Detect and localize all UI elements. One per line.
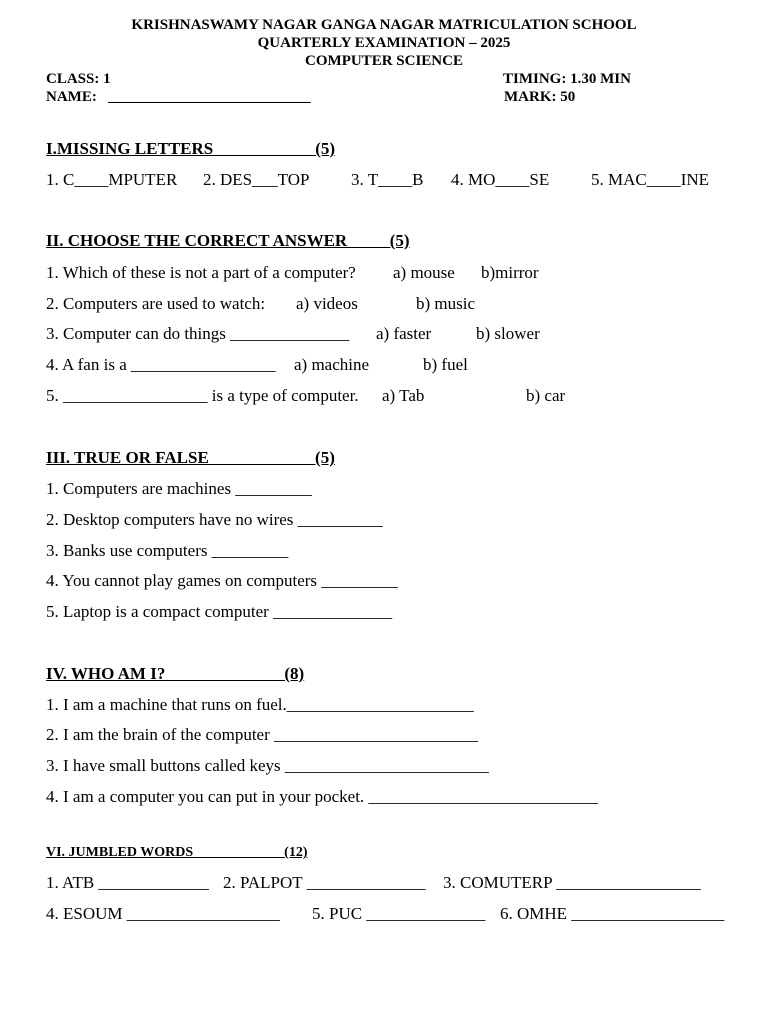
jumbled-word-item: 2. PALPOT ______________	[223, 873, 426, 892]
subject-title: COMPUTER SCIENCE	[305, 53, 463, 69]
section-true-false-title: III. TRUE OR FALSE (5)	[46, 448, 335, 467]
mcq-question: 5. _________________ is a type of computer.	[46, 386, 359, 405]
mcq-question: 4. A fan is a _________________	[46, 355, 276, 374]
mcq-option-b: b) slower	[476, 324, 540, 343]
mcq-option-a: a) mouse	[393, 263, 455, 282]
timing-label: TIMING: 1.30 MIN	[503, 71, 631, 87]
class-label: CLASS: 1	[46, 71, 111, 87]
who-am-i-item: 2. I am the brain of the computer ________________________	[46, 725, 479, 744]
section-jumbled-words-title: VI. JUMBLED WORDS (12)	[46, 845, 308, 860]
true-false-item: 3. Banks use computers _________	[46, 541, 289, 560]
missing-letter-item: 1. C____MPUTER	[46, 170, 178, 189]
mcq-option-b: b) fuel	[423, 355, 468, 374]
mcq-option-a: a) machine	[294, 355, 370, 374]
jumbled-word-item: 4. ESOUM __________________	[46, 904, 280, 923]
missing-letter-item: 5. MAC____INE	[591, 170, 710, 189]
jumbled-word-item: 1. ATB _____________	[46, 873, 209, 892]
missing-letter-item: 3. T____B	[351, 170, 424, 189]
section-choose-answer-title: II. CHOOSE THE CORRECT ANSWER (5)	[46, 231, 410, 250]
name-label: NAME: ___________________________	[46, 89, 311, 105]
missing-letter-item: 2. DES___TOP	[203, 170, 310, 189]
true-false-item: 1. Computers are machines _________	[46, 479, 312, 498]
who-am-i-item: 4. I am a computer you can put in your pocket. ___________________________	[46, 787, 598, 806]
exam-title: QUARTERLY EXAMINATION – 2025	[257, 35, 511, 51]
who-am-i-item: 3. I have small buttons called keys ________________________	[46, 756, 489, 775]
true-false-item: 4. You cannot play games on computers _________	[46, 571, 398, 590]
missing-letter-item: 4. MO____SE	[451, 170, 550, 189]
section-who-am-i-title: IV. WHO AM I? (8)	[46, 664, 305, 683]
mcq-option-b: b) car	[526, 386, 566, 405]
mcq-option-b: b)mirror	[481, 263, 539, 282]
jumbled-word-item: 3. COMUTERP _________________	[443, 873, 701, 892]
jumbled-word-item: 6. OMHE __________________	[500, 904, 725, 923]
mcq-question: 1. Which of these is not a part of a computer?	[46, 263, 356, 282]
section-missing-letters-title: I.MISSING LETTERS (5)	[46, 139, 336, 158]
mark-label: MARK: 50	[504, 89, 576, 105]
mcq-option-b: b) music	[416, 294, 476, 313]
true-false-item: 2. Desktop computers have no wires __________	[46, 510, 383, 529]
true-false-item: 5. Laptop is a compact computer ______________	[46, 602, 393, 621]
mcq-option-a: a) videos	[296, 294, 358, 313]
mcq-option-a: a) faster	[376, 324, 432, 343]
mcq-question: 2. Computers are used to watch:	[46, 294, 266, 313]
who-am-i-item: 1. I am a machine that runs on fuel.______________________	[46, 695, 474, 714]
school-name: KRISHNASWAMY NAGAR GANGA NAGAR MATRICULATION SCHOOL	[131, 17, 637, 33]
mcq-option-a: a) Tab	[382, 386, 425, 405]
mcq-question: 3. Computer can do things ______________	[46, 324, 350, 343]
jumbled-word-item: 5. PUC ______________	[312, 904, 486, 923]
